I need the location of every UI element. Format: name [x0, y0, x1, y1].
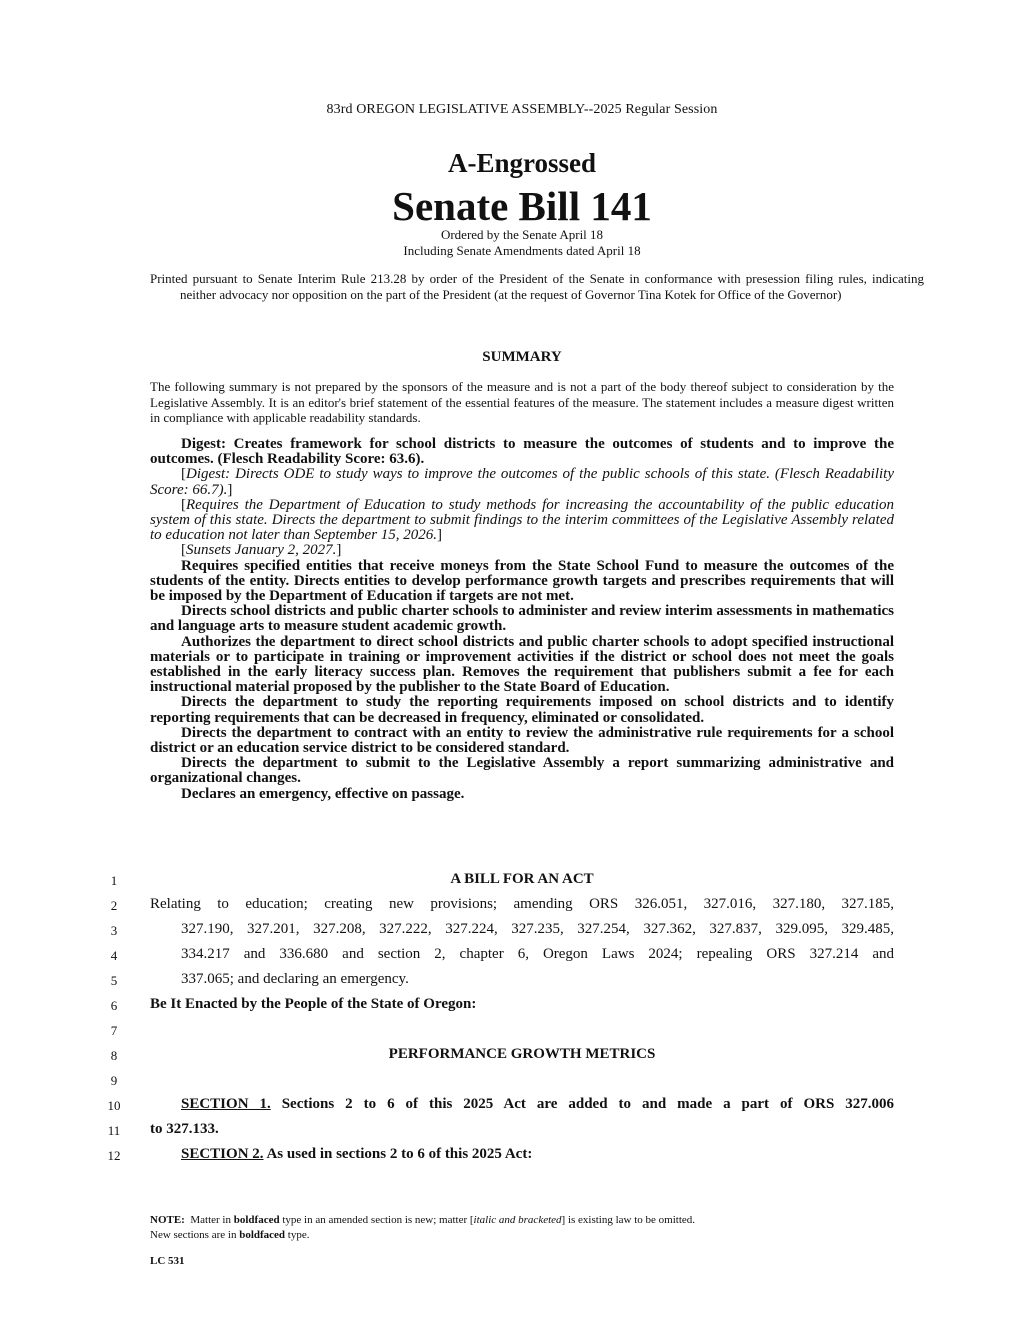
section-1-text: Sections 2 to 6 of this 2025 Act are added to and made a part of ORS 327.006: [281, 1096, 894, 1112]
summary-para-6: Directs the department to submit to the Legislative Assembly a report summarizing administrative and organizational changes.: [150, 755, 894, 787]
bill-line-2: Relating to education; creating new provisions; amending ORS 326.051, 327.016, 327.180, 327.185,: [150, 896, 894, 912]
summary-para-2: Directs school districts and public charter schools to administer and review interim assessments in mathematics and language arts to measure student academic growth.: [150, 603, 894, 635]
digest-new: Digest: Creates framework for school districts to measure the outcomes of students and to improve the outcomes. (Flesch Readability Score: 63.6).: [150, 436, 894, 468]
note-line-2: [150, 1228, 894, 1243]
old-text-1: Requires the Department of Education to study methods for increasing the accountability of the public education system of this state. Directs the department to submit findings to the interim committees of the Legislative Assembly related to education not later than September 15, 2026.: [150, 496, 894, 544]
section-1-line: [181, 1096, 894, 1113]
note-text: type.: [287, 1229, 310, 1241]
note-bold: boldfaced: [233, 1214, 280, 1226]
line-number: 9: [110, 1073, 118, 1088]
section-1-label: SECTION 1.: [181, 1096, 271, 1112]
section-1-continued: to 327.133.: [150, 1121, 219, 1137]
note-text: Matter in: [190, 1214, 231, 1226]
digest-old-wrap: [Digest: Directs ODE to study ways to improve the outcomes of the public schools of this state. (Flesch Readability Score: 66.7).]: [150, 466, 894, 498]
old-text-2-wrap: [Sunsets January 2, 2027.]: [181, 542, 342, 559]
note-text: ] is existing law to be omitted.: [561, 1214, 696, 1226]
session-header: 83rd OREGON LEGISLATIVE ASSEMBLY--2025 Regular Session: [326, 102, 718, 117]
summary-para-7: Declares an emergency, effective on passage.: [181, 785, 465, 802]
summary-para-5: Directs the department to contract with an entity to review the administrative rule requirements for a school district or an education service district to be considered standard.: [150, 724, 894, 757]
section-heading: PERFORMANCE GROWTH METRICS: [388, 1046, 656, 1062]
line-number: 11: [107, 1123, 121, 1138]
lc-number: LC 531: [150, 1255, 185, 1267]
engrossed-label: A-Engrossed: [447, 148, 597, 178]
old-text-2: Sunsets January 2, 2027.: [186, 542, 337, 559]
summary-para-3: Authorizes the department to direct school districts and public charter schools to adopt specified instructional materials or to participate in training or improvement activities if the district or school does not meet the goals established in the early literacy success plan. Removes the requirement that publishers submit a fee for each instructional material proposed by the publisher to the State Board of Education.: [150, 633, 894, 696]
line-number: 12: [107, 1148, 121, 1163]
line-number: 7: [110, 1023, 118, 1038]
bill-line-4: 334.217 and 336.680 and section 2, chapter 6, Oregon Laws 2024; repealing ORS 327.214 and: [181, 946, 894, 962]
ordered-block: [150, 227, 894, 259]
section-2-text: As used in sections 2 to 6 of this 2025 Act:: [266, 1146, 533, 1162]
note-label: NOTE:: [150, 1214, 185, 1226]
summary-para-4: Directs the department to study the reporting requirements imposed on school districts and to identify reporting requirements that can be decreased in frequency, eliminated or consolidated.: [150, 694, 894, 726]
bill-title: Senate Bill 141: [392, 183, 652, 229]
footer-note: [150, 1213, 894, 1243]
note-bold: boldfaced: [239, 1229, 286, 1241]
line-number: 6: [110, 998, 118, 1013]
enacting-clause: Be It Enacted by the People of the State of Oregon:: [150, 996, 477, 1012]
line-number: 8: [110, 1048, 118, 1063]
digest-old: Digest: Directs ODE to study ways to improve the outcomes of the public schools of this state. (Flesch Readability Score: 66.7).: [150, 466, 894, 498]
line-number: 3: [110, 923, 118, 938]
amendments-line: Including Senate Amendments dated April 18: [403, 243, 641, 258]
old-text-1-wrap: [Requires the Department of Education to study methods for increasing the accountability of the public education system of this state. Directs the department to submit findings to the interim committees of the Legislative Assembly related to education not later than September 15, 2026.]: [150, 496, 894, 544]
line-number: 10: [107, 1098, 121, 1113]
line-number: 1: [110, 873, 118, 888]
bill-line-3: 327.190, 327.201, 327.208, 327.222, 327.224, 327.235, 327.254, 327.362, 327.837, 329.095, 329.485,: [181, 921, 894, 937]
summary-digest: [150, 437, 894, 802]
ordered-line: Ordered by the Senate April 18: [440, 227, 604, 242]
line-number: 2: [110, 898, 118, 913]
act-title: A BILL FOR AN ACT: [450, 871, 594, 887]
bill-line-5: 337.065; and declaring an emergency.: [181, 971, 409, 987]
summary-intro: The following summary is not prepared by the sponsors of the measure and is not a part of the body thereof subject to consideration by the Legislative Assembly. It is an editor's brief statement of the essential features of the measure. The statement includes a measure digest written in compliance with applicable readability standards.: [150, 379, 894, 425]
printed-statement: Printed pursuant to Senate Interim Rule 213.28 by order of the President of the Senate in conformance with presession filing rules, indicating neither advocacy nor opposition on the part of the President (at the request of Governor Tina Kotek for Office of the Governor): [150, 271, 924, 302]
section-2-label: SECTION 2.: [181, 1146, 264, 1162]
section-2-line: [181, 1146, 894, 1163]
summary-para-1: Requires specified entities that receive moneys from the State School Fund to measure the outcomes of the students of the entity. Directs entities to develop performance growth targets and prescribes requirements that will be imposed by the Department of Education if targets are not met.: [150, 557, 894, 605]
line-number: 5: [110, 973, 118, 988]
note-line-1: [150, 1213, 894, 1228]
line-number: 4: [110, 948, 118, 963]
note-italic: italic and bracketed: [473, 1214, 562, 1226]
note-text: New sections are in: [150, 1229, 237, 1241]
note-text: type in an amended section is new; matter [: [282, 1214, 474, 1226]
summary-heading: SUMMARY: [482, 349, 562, 365]
